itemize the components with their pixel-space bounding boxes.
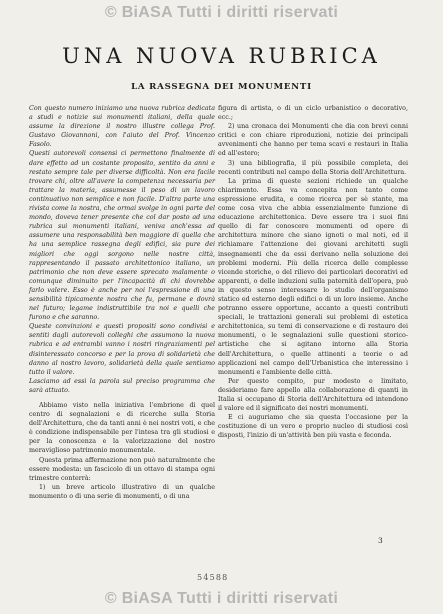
body-paragraph: La prima di queste sezioni richiede un qualche chiarimento. Essa va concepita non tanto come espressione erudita, e come ricerca per sè stante, ma come cosa viva che abbia essenzialmente funzione di educazione architettonica. Deve essere tra i suoi fini quello di far conoscere monumenti od opere di architettura minore che siano ignoti o mal noti, ed il richiamare l'attenzione dei giovani architetti sugli insegnamenti che da essi derivano nella soluzione dei problemi moderni. Più della ricerca delle complesse vicende storiche, o del rilievo dei particolari decorativi ed apparenti, o delle induzioni sulla paternità dell'opera, può in questo senso interessare lo studio dell'organismo statico ed esterno degli edifici o di un loro insieme. Anche potranno essere opportune, accanto a questi contributi speciali, le trattazioni generali sui problemi di estetica architettonica, su temi di conservazione e di restauro dei monumenti, o le segnalazioni sulle questioni storico-artistiche che si agitano intorno alla Storia dell'Architettura, o quelle attinenti a teorie o ad applicazioni nel campo dell'Urbanistica che interessino i monumenti e l'ambiente delle città. bbox=[218, 177, 408, 376]
body-paragraph: E ci auguriamo che sia questa l'occasione per la costituzione di un vero e proprio nucleo di studiosi così disposti, l'inizio di un'attività ben più vasta e feconda. bbox=[218, 414, 408, 440]
body-paragraph: figura di artista, o di un ciclo urbanistico o decorativo, ecc.; bbox=[218, 105, 408, 122]
intro-paragraph: Questi autorevoli consensi ci permettono finalmente di dare effetto ad un costante proposito, sentito da anni e restato sempre tale per diverse difficoltà. Non era facile trovare chi, oltre all'avere la competenza necessaria per trattare la materia, assumesse il peso di un lavoro continuativo non semplice e non facile. D'altra parte una rivista come la nostra, che ormai svolge in ogni parte del mondo, doveva tener presente che col dar posto ad una rubrica sui monumenti italiani, veniva anch'essa ad assumere una responsabilità ben maggiore di quella che ha una semplice rassegna degli edifici, sia pure dei migliori che oggi sorgono nelle nostre città, rappresentando il passato architettonico italiano, un patrimonio che non deve essere sprecato malamente o comunque diminuito per l'incapacità di chi dovrebbe farlo valere. Esso è anche per noi l'espressione di una sensibilità tipicamente nostra che fu, permane e dovrà nel futuro; legame indistruttibile tra noi e quelli che furono e che saranno. bbox=[29, 150, 215, 322]
body-paragraph: Per questo compito, pur modesto e limitato, desideriamo fare appello alla collaborazione di quanti in Italia si occupano di Storia dell'Architettura ed intendono il valore ed il significato dei nostri monumenti. bbox=[218, 377, 408, 413]
article-title: UNA NUOVA RUBRICA bbox=[62, 44, 381, 68]
body-paragraph: 1) un breve articolo illustrativo di un qualche monumento o di una serie di monumenti, o di una bbox=[29, 483, 215, 500]
intro-paragraph: Con questo numero iniziamo una nuova rubrica dedicata a studi e notizie sui monumenti italiani, della quale assume la direzione il nostro illustre collega Prof. Gustavo Giovannoni, con l'aiuto del Prof. Vincenzo Fasolo. bbox=[29, 105, 215, 149]
intro-paragraph: Lasciamo ad essi la parola sul preciso programma che sarà attuato. bbox=[29, 377, 215, 394]
body-paragraph: 3) una bibliografia, il più possibile completa, dei recenti contributi nel campo della Storia dell'Architettura. bbox=[218, 159, 408, 176]
article-subtitle: LA RASSEGNA DEI MONUMENTI bbox=[131, 82, 312, 92]
watermark-bottom: © BiASA Tutti i diritti riservati bbox=[104, 590, 339, 607]
body-paragraph: Questa prima affermazione non può naturalmente che essere modesta: un fascicolo di un ottavo di stampa ogni trimestre conterrà: bbox=[29, 456, 215, 482]
body-paragraph: Abbiamo visto nella iniziativa l'embrione di quel centro di segnalazioni e di ricerche sulla Storia dell'Architettura, che da tanti anni è nei nostri voti, e che è condizione indispensabile per l'intesa tra gli studiosi e per la conoscenza e la valorizzazione del nostro meraviglioso patrimonio monumentale. bbox=[29, 402, 215, 455]
body-paragraph: 2) una cronaca dei Monumenti che dia con brevi cenni critici e con chiare riproduzioni, notizie dei principali avvenimenti che hanno per tema scavi e restauri in Italia ed all'estero; bbox=[218, 123, 408, 158]
left-column bbox=[29, 104, 215, 501]
inventory-stamp: 54588 bbox=[197, 573, 229, 582]
watermark-top: © BiASA Tutti i diritti riservati bbox=[104, 4, 339, 21]
intro-paragraph: Queste convinzioni e questi propositi sono condivisi e sentiti dagli autorevoli colleghi che assumono la nuova rubrica e ad entrambi vanno i nostri ringraziamenti pel disinteressato concorso e per la prova di solidarietà che danno al nostro lavoro, solidarietà della quale sentiamo tutto il valore. bbox=[29, 323, 215, 376]
page-number: 3 bbox=[378, 536, 383, 545]
right-column bbox=[218, 104, 408, 440]
